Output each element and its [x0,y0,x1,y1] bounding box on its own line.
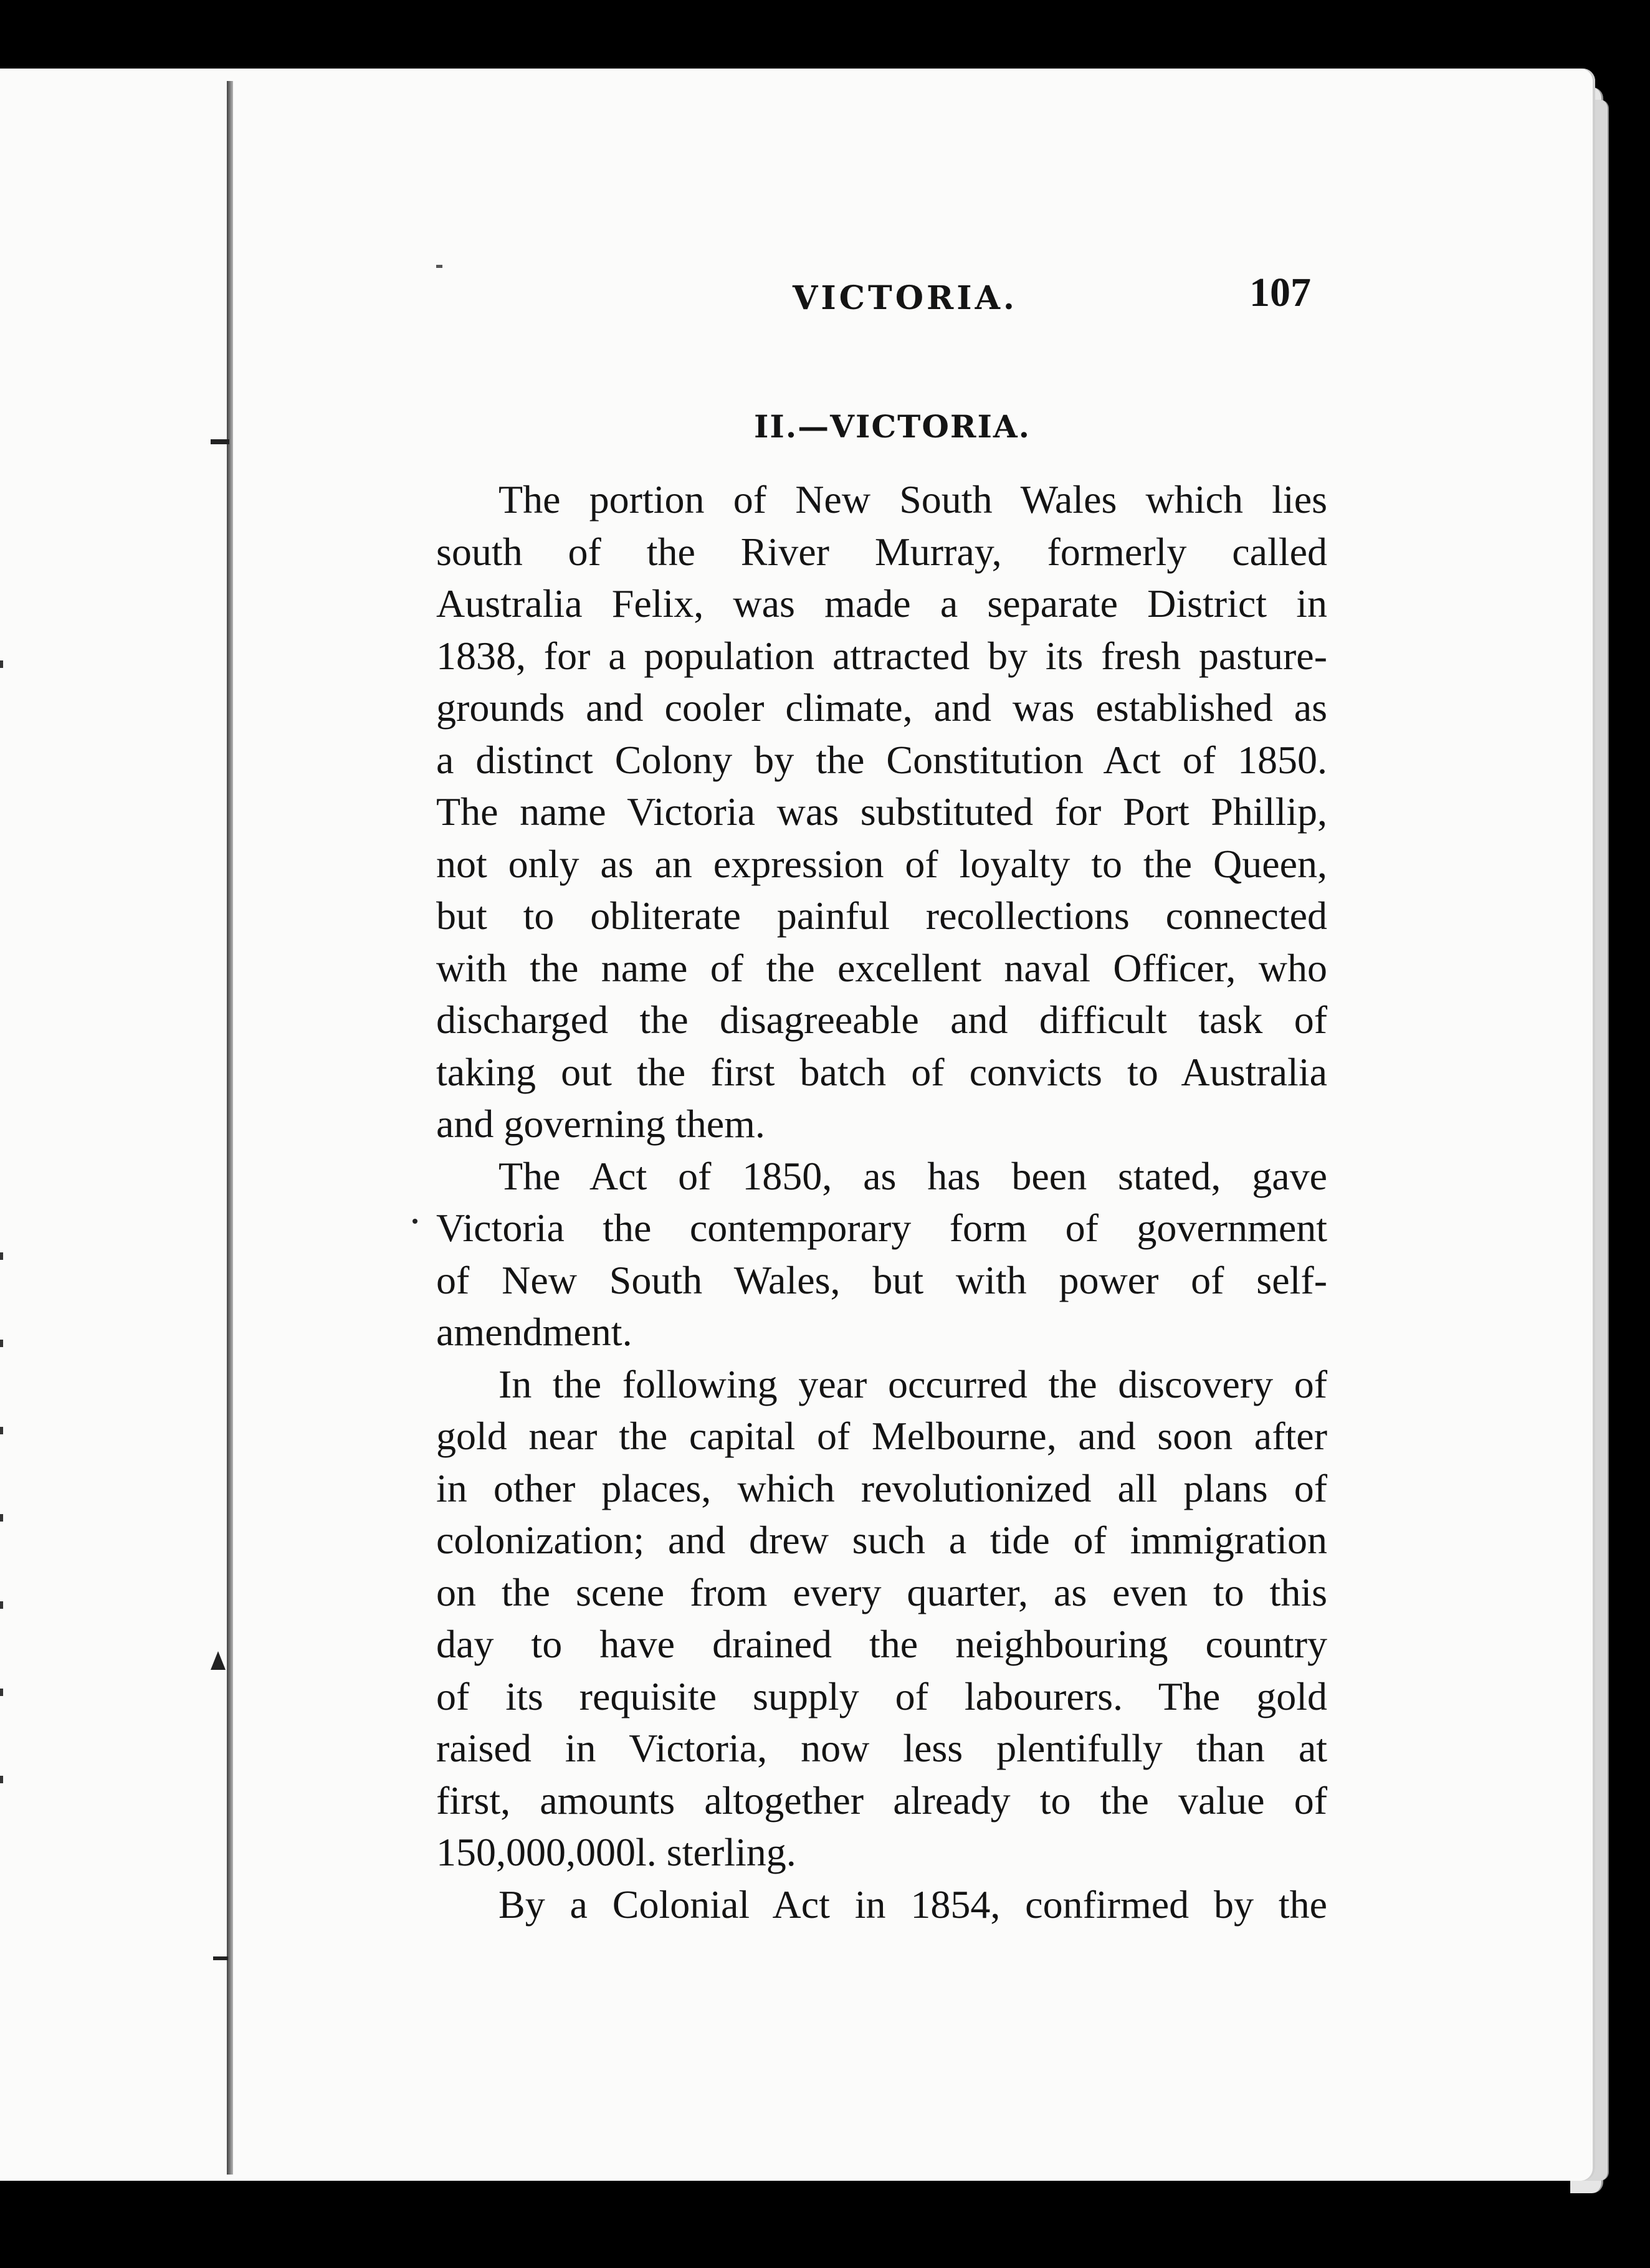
gutter-mark-top [211,439,229,444]
left-edge-mark [0,660,3,668]
paragraph [436,1358,1327,1879]
section-heading: II.—VICTORIA. [754,408,1031,445]
left-edge-mark [0,1340,3,1347]
text-line: with the name of the excellent naval Officer, who [436,945,1327,990]
gutter-mark-bottom [213,1956,228,1960]
text-line: not only as an expression of loyalty to the Queen, [436,841,1327,886]
text-line: south of the River Murray, formerly called [436,529,1327,574]
binding-gutter [227,81,233,2175]
left-edge-mark [0,1776,3,1783]
body-text [436,474,1327,1930]
text-line: of New South Wales, but with power of self- [436,1257,1327,1302]
text-line: The portion of New South Wales which lies [498,477,1327,522]
text-line: 1838, for a population attracted by its fresh pasture- [436,633,1327,678]
print-speck [436,265,442,268]
text-line: first, amounts altogether already to the value of [436,1778,1327,1822]
text-line: on the scene from every quarter, as even to this [436,1570,1327,1614]
paragraph [436,474,1327,1150]
text-line: Victoria the contemporary form of government [436,1206,1327,1250]
text-line: gold near the capital of Melbourne, and soon after [436,1414,1327,1458]
running-head: VICTORIA. [793,279,1018,317]
left-edge-mark [0,1252,3,1260]
text-line: colonization; and drew such a tide of immigration [436,1518,1327,1562]
gutter-arrow-mark [211,1651,226,1670]
print-speck [412,1219,417,1224]
text-line: discharged the disagreeable and difficult task of [436,998,1327,1042]
text-line: but to obliterate painful recollections connected [436,893,1327,938]
paragraph [436,1879,1327,1931]
text-line: In the following year occurred the discovery of [498,1361,1327,1406]
text-line: of its requisite supply of labourers. The gold [436,1674,1327,1718]
text-line: and governing them. [436,1102,765,1146]
left-edge-mark [0,1601,3,1609]
text-line: amendment. [436,1310,632,1354]
text-line: The Act of 1850, as has been stated, gave [498,1153,1327,1198]
text-line: in other places, which revolutionized all plans of [436,1465,1327,1510]
page-number: 107 [1249,270,1311,315]
text-line: taking out the first batch of convicts to Australia [436,1049,1327,1094]
text-line: a distinct Colony by the Constitution Act of 1850. [436,737,1327,782]
left-edge-mark [0,1427,3,1434]
left-edge-mark [0,1514,3,1522]
text-line: raised in Victoria, now less plentifully than at [436,1726,1327,1770]
text-line: day to have drained the neighbouring country [436,1622,1327,1666]
paragraph [436,1150,1327,1358]
text-line: The name Victoria was substituted for Port Phillip, [436,789,1327,834]
text-line: Australia Felix, was made a separate District in [436,581,1327,626]
text-line: 150,000,000l. sterling. [436,1830,796,1874]
text-line: By a Colonial Act in 1854, confirmed by the [498,1882,1327,1927]
text-line: grounds and cooler climate, and was established as [436,685,1327,730]
left-edge-mark [0,1689,3,1696]
